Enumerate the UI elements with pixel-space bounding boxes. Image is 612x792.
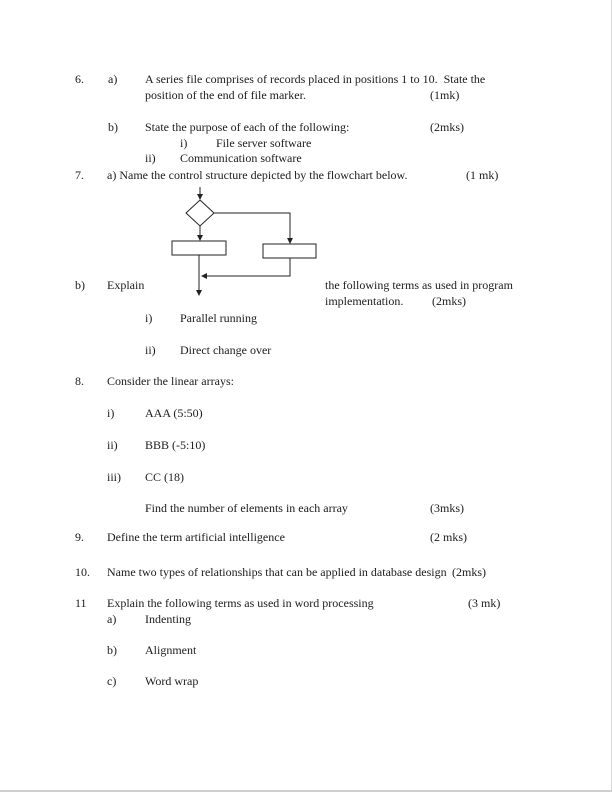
q8-number: 8.: [75, 374, 84, 388]
q7b-i-text: Parallel running: [180, 311, 257, 325]
q9-marks: (2 mks): [430, 530, 467, 544]
q11b-text: Alignment: [145, 643, 197, 657]
q8-text: Consider the linear arrays:: [107, 374, 234, 388]
process-box-right: [263, 244, 316, 258]
decision-diamond: [186, 200, 214, 226]
q10-marks: (2mks): [452, 565, 486, 579]
q6b-label: b): [108, 120, 118, 134]
q6b-i-text: File server software: [216, 136, 312, 150]
q8-i-text: AAA (5:50): [145, 406, 203, 420]
arrowhead-merge-left-icon: [201, 273, 207, 279]
q11a-label: a): [107, 612, 117, 626]
q7b-ii-text: Direct change over: [180, 343, 272, 357]
q6b-marks: (2mks): [430, 120, 464, 134]
q11-marks: (3 mk): [468, 596, 501, 610]
q6b-ii-text: Communication software: [180, 151, 302, 165]
q7b-marks: (2mks): [432, 294, 466, 308]
q9-text: Define the term artificial intelligence: [107, 530, 285, 544]
q9-number: 9.: [75, 530, 84, 544]
q8-ii-label: ii): [107, 438, 118, 452]
q10-number: 10.: [75, 565, 90, 579]
arrowhead-into-decision-icon: [197, 194, 203, 200]
q8-iii-text: CC (18): [145, 470, 184, 484]
q7-number: 7.: [75, 168, 84, 182]
q11a-text: Indenting: [145, 612, 191, 626]
q8-ii-text: BBB (-5:10): [145, 438, 206, 452]
arrowhead-into-left-process-icon: [197, 235, 203, 241]
q11-number: 11: [75, 596, 87, 610]
q10-text: Name two types of relationships that can be applied in database design: [107, 565, 447, 579]
q7a-text: a) Name the control structure depicted by the flowchart below.: [107, 168, 408, 182]
q7a-marks: (1 mk): [466, 168, 499, 182]
q11b-label: b): [107, 643, 117, 657]
q8-iii-label: iii): [107, 470, 121, 484]
flowchart-selection-structure: [160, 186, 330, 301]
flow-right-merge-line: [207, 258, 290, 276]
q8-i-label: i): [107, 406, 115, 420]
q8-find-text: Find the number of elements in each array: [145, 501, 348, 515]
q6a-marks: (1mk): [430, 88, 460, 102]
q11-text: Explain the following terms as used in word processing: [107, 596, 374, 610]
q7b-ii-label: ii): [145, 343, 156, 357]
q6b-ii-label: ii): [145, 151, 156, 165]
q11c-label: c): [107, 674, 117, 688]
q6b-i-label: i): [180, 136, 188, 150]
arrowhead-into-right-process-icon: [287, 238, 293, 244]
q7b-right2: implementation.: [325, 294, 404, 308]
q6-number: 6.: [75, 72, 84, 86]
q8-marks: (3mks): [430, 501, 464, 515]
process-box-left: [172, 241, 226, 255]
q7b-label: b): [75, 278, 85, 292]
q7b-right1: the following terms as used in program: [325, 278, 513, 292]
q7b-word: Explain: [107, 278, 145, 292]
q6b-text: State the purpose of each of the following:: [145, 120, 350, 134]
q6a-text-line1: A series file comprises of records placed in positions 1 to 10. State the: [145, 72, 486, 86]
arrowhead-exit-icon: [196, 290, 202, 296]
q6a-label: a): [108, 72, 118, 86]
q11c-text: Word wrap: [145, 674, 199, 688]
flow-right-branch-line: [214, 213, 290, 238]
q7b-i-label: i): [145, 311, 153, 325]
q6a-text-line2: position of the end of file marker.: [145, 88, 306, 102]
